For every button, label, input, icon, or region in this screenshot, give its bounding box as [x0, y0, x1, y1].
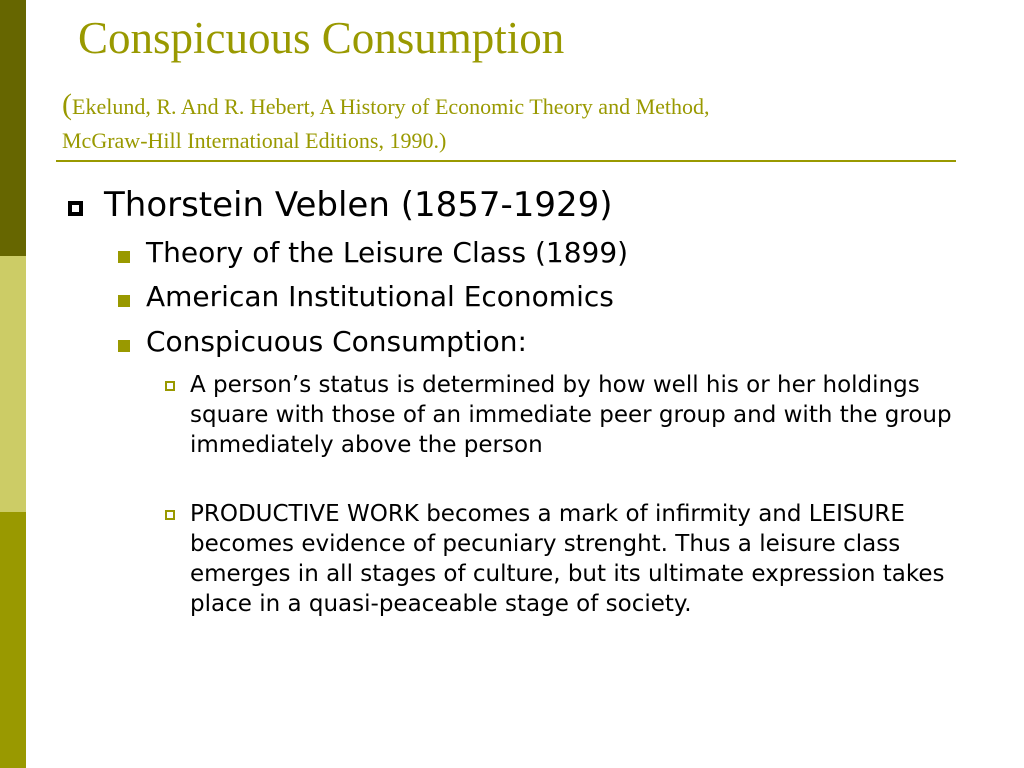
bullet-level2: American Institutional Economics: [146, 280, 614, 313]
citation-line-2: McGraw-Hill International Editions, 1990.): [62, 128, 447, 153]
citation-open-paren: (: [62, 88, 72, 121]
bullet-level2: Theory of the Leisure Class (1899): [146, 236, 629, 269]
citation-line-1: Ekelund, R. And R. Hebert, A History of Economic Theory and Method,: [72, 94, 710, 119]
citation: [62, 84, 962, 157]
filled-square-bullet-icon: [118, 251, 130, 263]
filled-square-bullet-icon: [118, 340, 130, 352]
hollow-square-bullet-icon: [165, 381, 175, 391]
side-band-light: [0, 256, 26, 512]
hollow-square-bullet-icon: [165, 510, 175, 520]
filled-square-bullet-icon: [118, 295, 130, 307]
bullet-level2: Conspicuous Consumption:: [146, 325, 527, 358]
side-band-olive: [0, 512, 26, 768]
bullet-level3: PRODUCTIVE WORK becomes a mark of infirmity and LEISURE becomes evidence of pecuniary strenght. Thus a leisure class emerges in all stages of culture, but its ultimate expression takes place in a quasi-peaceable stage of society.: [190, 501, 945, 617]
bullet-level3: A person’s status is determined by how well his or her holdings square with those of an immediate peer group and with the group immediately above the person: [190, 372, 952, 458]
slide-title: Conspicuous Consumption: [78, 13, 565, 63]
title-divider: [56, 160, 956, 162]
bullet-level1: Thorstein Veblen (1857-1929): [104, 185, 613, 225]
side-band-dark: [0, 0, 26, 256]
square-bullet-icon: [68, 201, 83, 216]
